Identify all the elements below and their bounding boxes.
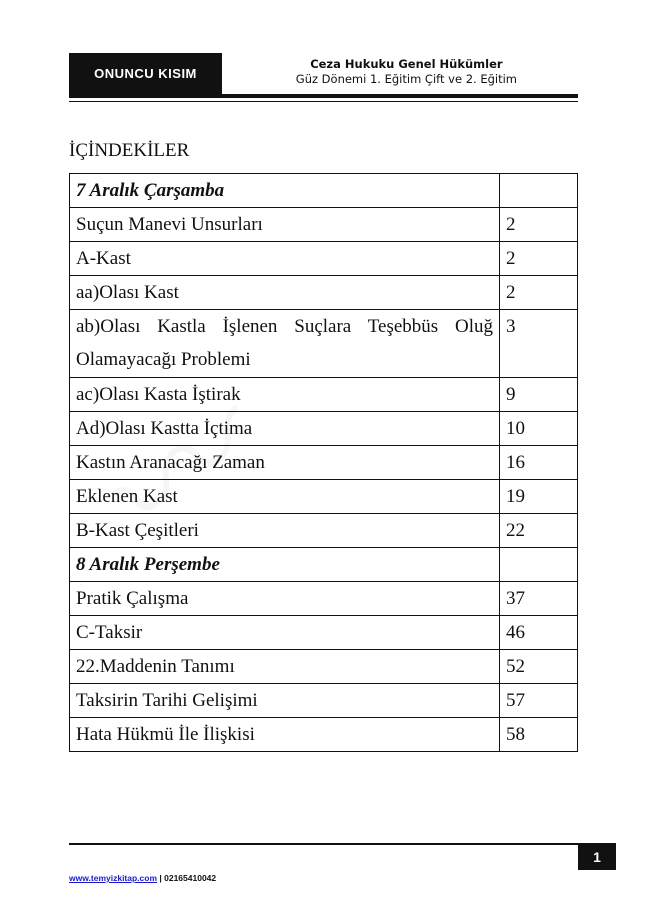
toc-entry-page: 2 [500, 276, 578, 310]
toc-entry-page: 46 [500, 616, 578, 650]
toc-entry-title: Pratik Çalışma [70, 582, 500, 616]
toc-entry-page: 2 [500, 242, 578, 276]
part-label: ONUNCU KISIM [94, 66, 197, 81]
page-number-box [578, 843, 616, 870]
toc-row [70, 650, 578, 684]
toc-entry-page: 52 [500, 650, 578, 684]
toc-entry-page: 9 [500, 378, 578, 412]
toc-entry-title: Eklenen Kast [70, 480, 500, 514]
toc-row [70, 208, 578, 242]
toc-row [70, 412, 578, 446]
toc-table [69, 173, 578, 752]
toc-entry-page: 3 [500, 310, 578, 378]
toc-entry-page [500, 174, 578, 208]
toc-section-row [70, 174, 578, 208]
toc-row [70, 684, 578, 718]
page-number: 1 [593, 848, 601, 865]
toc-row [70, 718, 578, 752]
toc-entry-page: 10 [500, 412, 578, 446]
toc-entry-title: Ad)Olası Kastta İçtima [70, 412, 500, 446]
website-link[interactable]: www.temyizkitap.com [69, 873, 158, 883]
toc-entry-page: 57 [500, 684, 578, 718]
part-label-box [69, 53, 222, 94]
toc-section-row [70, 548, 578, 582]
footer-contact [69, 873, 216, 883]
toc-entry-title: Hata Hükmü İle İlişkisi [70, 718, 500, 752]
toc-row [70, 310, 578, 378]
toc-heading: İÇİNDEKİLER [69, 140, 190, 161]
footer-rule [69, 843, 578, 845]
toc-row [70, 276, 578, 310]
toc-entry-title: Suçun Manevi Unsurları [70, 208, 500, 242]
toc-row [70, 514, 578, 548]
toc-row [70, 480, 578, 514]
toc-row [70, 582, 578, 616]
toc-entry-page: 2 [500, 208, 578, 242]
toc-entry-title: B-Kast Çeşitleri [70, 514, 500, 548]
toc-entry-title: Kastın Aranacağı Zaman [70, 446, 500, 480]
toc-entry-title: ac)Olası Kasta İştirak [70, 378, 500, 412]
phone-number: 02165410042 [164, 873, 217, 883]
toc-entry-title: Taksirin Tarihi Gelişimi [70, 684, 500, 718]
toc-entry-page: 19 [500, 480, 578, 514]
toc-entry-page: 16 [500, 446, 578, 480]
toc-row [70, 616, 578, 650]
toc-row [70, 446, 578, 480]
header-titles [296, 57, 517, 86]
toc-entry-page: 37 [500, 582, 578, 616]
footer-separator: | [157, 873, 165, 883]
toc-row [70, 242, 578, 276]
header-rule-thick [69, 94, 578, 98]
toc-entry-title: A-Kast [70, 242, 500, 276]
toc-row [70, 378, 578, 412]
toc-entry-title: C-Taksir [70, 616, 500, 650]
toc-entry-title: ab)Olası Kastla İşlenen Suçlara Teşebbüs Oluğ Olamayacağı Problemi [70, 310, 500, 378]
toc-entry-title: 8 Aralık Perşembe [70, 548, 500, 582]
toc-entry-page [500, 548, 578, 582]
header-subtitle: Güz Dönemi 1. Eğitim Çift ve 2. Eğitim [295, 72, 517, 86]
header-title: Ceza Hukuku Genel Hükümler [310, 57, 503, 71]
header-rule-thin [69, 101, 578, 102]
toc-entry-title: aa)Olası Kast [70, 276, 500, 310]
toc-entry-title: 7 Aralık Çarşamba [70, 174, 500, 208]
toc-entry-page: 22 [500, 514, 578, 548]
toc-entry-title: 22.Maddenin Tanımı [70, 650, 500, 684]
toc-entry-page: 58 [500, 718, 578, 752]
